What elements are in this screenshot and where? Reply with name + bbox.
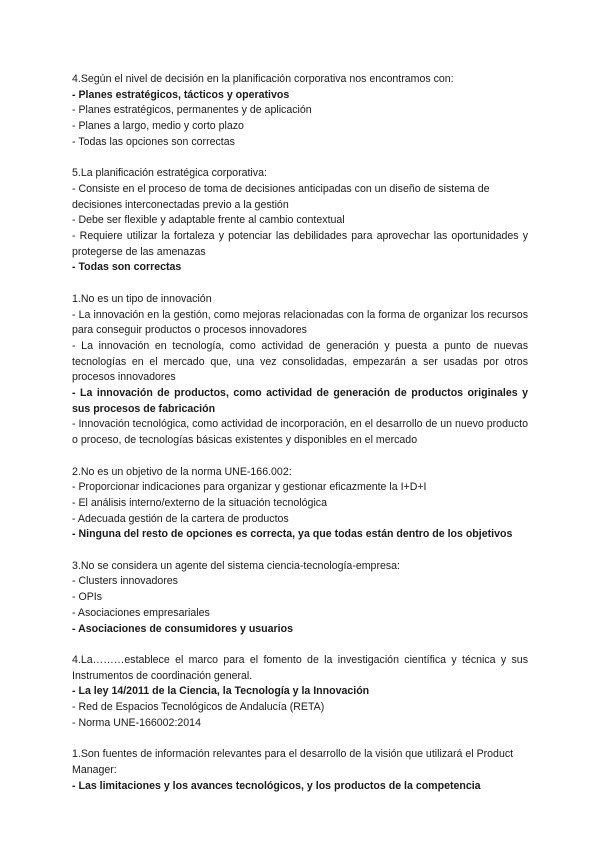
answer-option: - Red de Espacios Tecnológicos de Andalucía (RETA) <box>72 701 325 714</box>
question-stem: 1.Son fuentes de información relevantes para el desarrollo de la visión que utilizará el Product Manager: <box>72 748 514 776</box>
answer-option-correct: - Las limitaciones y los avances tecnológicos, y los productos de la competencia <box>72 779 481 792</box>
question-planning-levels <box>72 72 528 151</box>
question-cte-agent <box>72 559 528 638</box>
answer-option: - La innovación en la gestión, como mejoras relacionadas con la forma de organizar los recursos para conseguir productos o procesos innovadores <box>72 308 528 337</box>
question-une-objective <box>72 465 528 544</box>
question-innovation-type <box>72 292 528 449</box>
answer-option-correct: - Planes estratégicos, tácticos y operativos <box>72 88 290 101</box>
question-science-law <box>72 653 528 732</box>
answer-option: - Planes estratégicos, permanentes y de aplicación <box>72 104 312 117</box>
answer-option: - Planes a largo, medio y corto plazo <box>72 120 244 133</box>
answer-option: - Adecuada gestión de la cartera de productos <box>72 512 289 525</box>
question-stem: 1.No es un tipo de innovación <box>72 292 212 305</box>
question-stem: 4.La………establece el marco para el fomento de la investigación científica y técnica y sus Instrumentos de coordinación general. <box>72 653 528 682</box>
question-stem: 4.Según el nivel de decisión en la planificación corporativa nos encontramos con: <box>72 73 454 85</box>
answer-option: - Norma UNE-166002:2014 <box>72 716 201 729</box>
answer-option: - Clusters innovadores <box>72 575 178 588</box>
answer-option: - Asociaciones empresariales <box>72 606 210 619</box>
question-product-manager <box>72 747 528 794</box>
answer-option: - Todas las opciones son correctas <box>72 135 235 148</box>
answer-option: - Requiere utilizar la fortaleza y potenciar las debilidades para aprovechar las oportunidades y protegerse de las amenazas <box>72 230 528 258</box>
answer-option: - OPIs <box>72 591 103 604</box>
question-strategic-planning <box>72 166 528 276</box>
question-stem: 3.No se considera un agente del sistema ciencia-tecnología-empresa: <box>72 559 401 572</box>
answer-option-correct: - Asociaciones de consumidores y usuarios <box>72 622 293 635</box>
answer-option: - Debe ser flexible y adaptable frente al cambio contextual <box>72 214 345 227</box>
answer-option-correct: - Ninguna del resto de opciones es correcta, ya que todas están dentro de los objetivos <box>72 528 513 541</box>
answer-option: - Consiste en el proceso de toma de decisiones anticipadas con un diseño de sistema de decisiones interconectadas previo a la gestión <box>72 182 490 211</box>
question-stem: 5.La planificación estratégica corporativa: <box>72 167 267 180</box>
answer-option: - Innovación tecnológica, como actividad de incorporación, en el desarrollo de un nuevo producto o proceso, de tecnologías básicas existentes y disponibles en el mercado <box>72 418 528 447</box>
question-stem: 2.No es un objetivo de la norma UNE-166.002: <box>72 465 292 478</box>
answer-option-correct: - Todas son correctas <box>72 261 182 274</box>
answer-option: - La innovación en tecnología, como actividad de generación y puesta a punto de nuevas tecnologías en el mercado que, una vez consolidadas, empezarán a ser usadas por otros procesos innovadores <box>72 339 528 384</box>
answer-option: - El análisis interno/externo de la situación tecnológica <box>72 496 327 509</box>
answer-option-correct: - La ley 14/2011 de la Ciencia, la Tecnología y la Innovación <box>72 685 370 698</box>
answer-option: - Proporcionar indicaciones para organizar y gestionar eficazmente la I+D+I <box>72 481 427 494</box>
answer-option-correct: - La innovación de productos, como actividad de generación de productos originales y sus procesos de fabricación <box>72 387 528 415</box>
